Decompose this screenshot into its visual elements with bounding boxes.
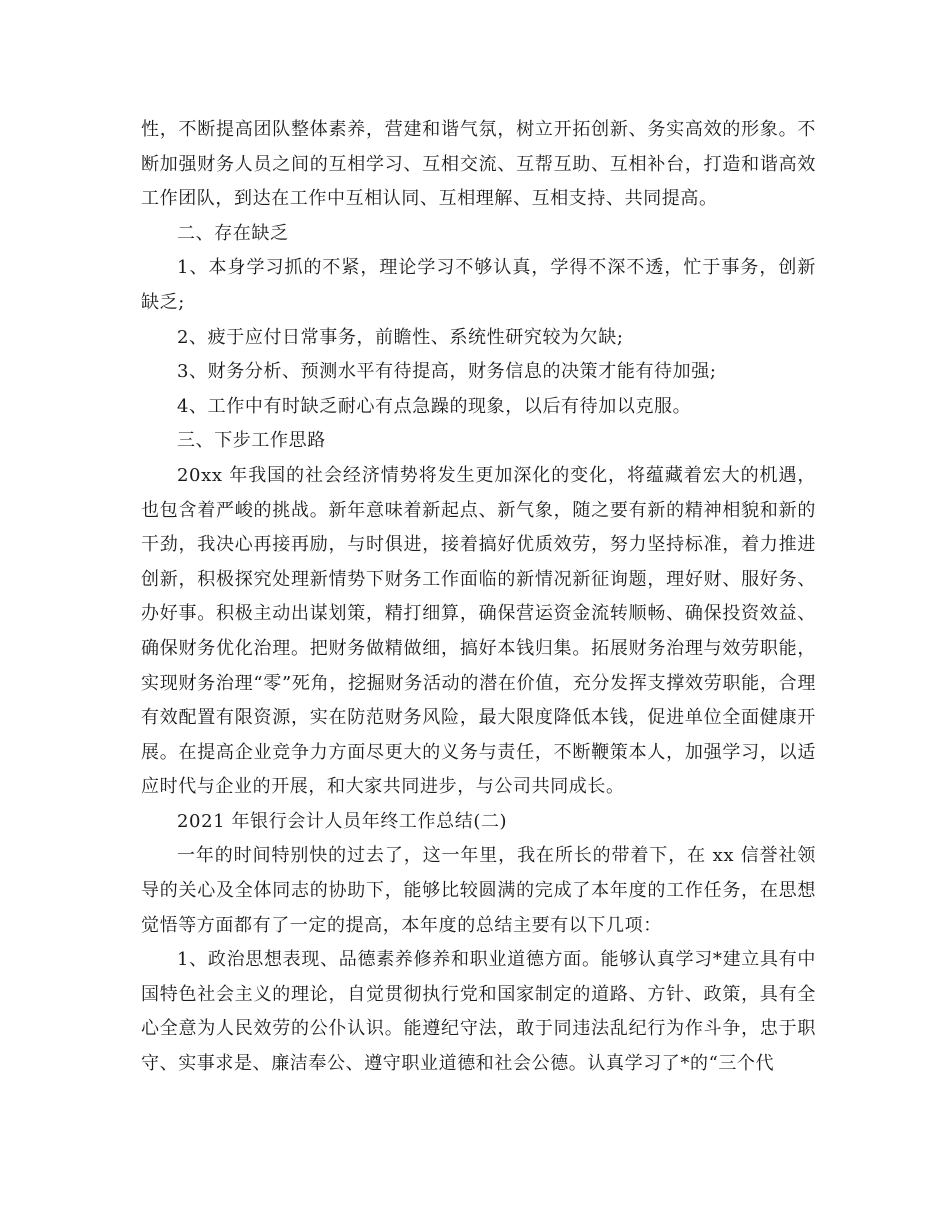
- list-item-2: 2、疲于应付日常事务，前瞻性、系统性研究较为欠缺;: [177, 326, 624, 348]
- paragraph-intro: 一年的时间特别快的过去了，这一年里，我在所长的带着下，在 xx 信誉社领导的关心及全体同志的协助下，能够比较圆满的完成了本年度的工作任务，在思想觉悟等方面都有了一定的提高，本年度的总结主要有以下几项：: [141, 845, 816, 936]
- paragraph-next-steps: 20xx 年我国的社会经济情势将发生更加深化的变化，将蕴藏着宏大的机遇，也包含着严峻的挑战。新年意味着新起点、新气象，随之要有新的精神相貌和新的干劲，我决心再接再励，与时俱进，接着搞好优质效劳，努力坚持标准，着力推进创新，积极探究处理新情势下财务工作面临的新情况新征询题，理好财、服好务、办好事。积极主动出谋划策，精打细算，确保营运资金流转顺畅、确保投资效益、确保财务优化治理。把财务做精做细，搞好本钱归集。拓展财务治理与效劳职能，实现财务治理“零”死角，挖掘财务活动的潜在价值，充分发挥支撑效劳职能，合理有效配置有限资源，实在防范财务风险，最大限度降低本钱，促进单位全面健康开展。在提高企业竞争力方面尽更大的义务与责任，不断鞭策本人，加强学习，以适应时代与企业的开展，和大家共同进步，与公司共同成长。: [141, 464, 816, 798]
- section-heading-shortcomings: 二、存在缺乏: [177, 222, 289, 244]
- document-body: [141, 113, 816, 1082]
- paragraph-continuation: 性，不断提高团队整体素养，营建和谐气氛，树立开拓创新、务实高效的形象。不断加强财务人员之间的互相学习、互相交流、互帮互助、互相补台，打造和谐高效工作团队，到达在工作中互相认同、互相理解、互相支持、共同提高。: [141, 119, 816, 210]
- section-heading-next-steps: 三、下步工作思路: [177, 430, 326, 452]
- document-title-part-two: 2021 年银行会计人员年终工作总结(二): [177, 810, 508, 832]
- list-item-4: 4、工作中有时缺乏耐心有点急躁的现象，以后有待加以克服。: [177, 395, 692, 417]
- list-item-1: 1、本身学习抓的不紧，理论学习不够认真，学得不深不透，忙于事务，创新缺乏;: [141, 257, 816, 313]
- list-item-3: 3、财务分析、预测水平有待提高，财务信息的决策才能有待加强;: [177, 361, 717, 383]
- paragraph-political-thought: 1、政治思想表现、品德素养修养和职业道德方面。能够认真学习*建立具有中国特色社会主义的理论，自觉贯彻执行党和国家制定的道路、方针、政策，具有全心全意为人民效劳的公仆认识。能遵纪守法，敢于同违法乱纪行为作斗争，忠于职守、实事求是、廉洁奉公、遵守职业道德和社会公德。认真学习了*的“三个代: [141, 949, 816, 1075]
